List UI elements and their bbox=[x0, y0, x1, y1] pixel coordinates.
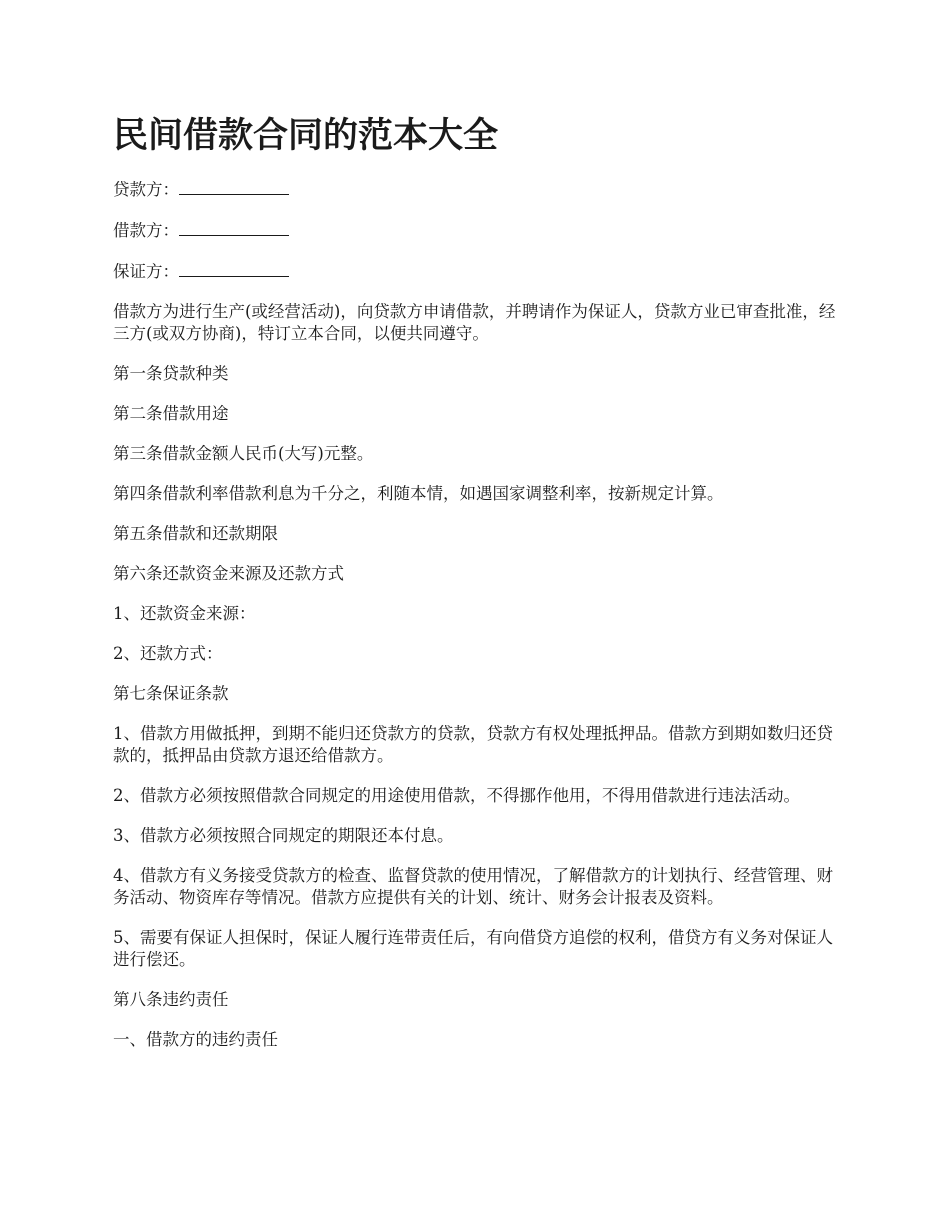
article-7-item-5: 5、需要有保证人担保时，保证人履行连带责任后，有向借贷方追偿的权利，借贷方有义务对保证人进行偿还。 bbox=[113, 928, 833, 969]
article-6-heading: 第六条还款资金来源及还款方式 bbox=[113, 564, 344, 583]
article-8-heading: 第八条违约责任 bbox=[113, 990, 229, 1009]
article-7-item-3: 3、借款方必须按照合同规定的期限还本付息。 bbox=[113, 826, 454, 845]
lender-label: 贷款方： bbox=[113, 180, 179, 199]
lender-blank bbox=[179, 178, 289, 195]
lender-line bbox=[113, 178, 843, 201]
guarantor-blank bbox=[179, 260, 289, 277]
guarantor-label: 保证方： bbox=[113, 262, 179, 281]
article-7-item-2: 2、借款方必须按照借款合同规定的用途使用借款，不得挪作他用，不得用借款进行违法活动。 bbox=[113, 786, 800, 805]
borrower-line bbox=[113, 219, 843, 242]
intro-paragraph: 借款方为进行生产(或经营活动)，向贷款方申请借款，并聘请作为保证人，贷款方业已审查批准，经三方(或双方协商)，特订立本合同，以便共同遵守。 bbox=[113, 302, 836, 343]
guarantor-line bbox=[113, 260, 843, 283]
article-8-subheading: 一、借款方的违约责任 bbox=[113, 1030, 278, 1049]
article-7-item-1: 1、借款方用做抵押，到期不能归还贷款方的贷款，贷款方有权处理抵押品。借款方到期如数归还贷款的，抵押品由贷款方退还给借款方。 bbox=[113, 724, 833, 765]
article-7-item-4: 4、借款方有义务接受贷款方的检查、监督贷款的使用情况，了解借款方的计划执行、经营管理、财务活动、物资库存等情况。借款方应提供有关的计划、统计、财务会计报表及资料。 bbox=[113, 866, 833, 907]
article-4-heading: 第四条借款利率借款利息为千分之，利随本情，如遇国家调整利率，按新规定计算。 bbox=[113, 484, 724, 503]
borrower-label: 借款方： bbox=[113, 221, 179, 240]
article-5-heading: 第五条借款和还款期限 bbox=[113, 524, 278, 543]
article-7-heading: 第七条保证条款 bbox=[113, 684, 229, 703]
document-title: 民间借款合同的范本大全 bbox=[113, 116, 499, 156]
document-page bbox=[113, 112, 843, 1069]
borrower-blank bbox=[179, 219, 289, 236]
article-1-heading: 第一条贷款种类 bbox=[113, 364, 229, 383]
article-2-heading: 第二条借款用途 bbox=[113, 404, 229, 423]
article-3-heading: 第三条借款金额人民币(大写)元整。 bbox=[113, 444, 374, 463]
article-6-item-2: 2、还款方式： bbox=[113, 644, 223, 663]
article-6-item-1: 1、还款资金来源： bbox=[113, 604, 256, 623]
